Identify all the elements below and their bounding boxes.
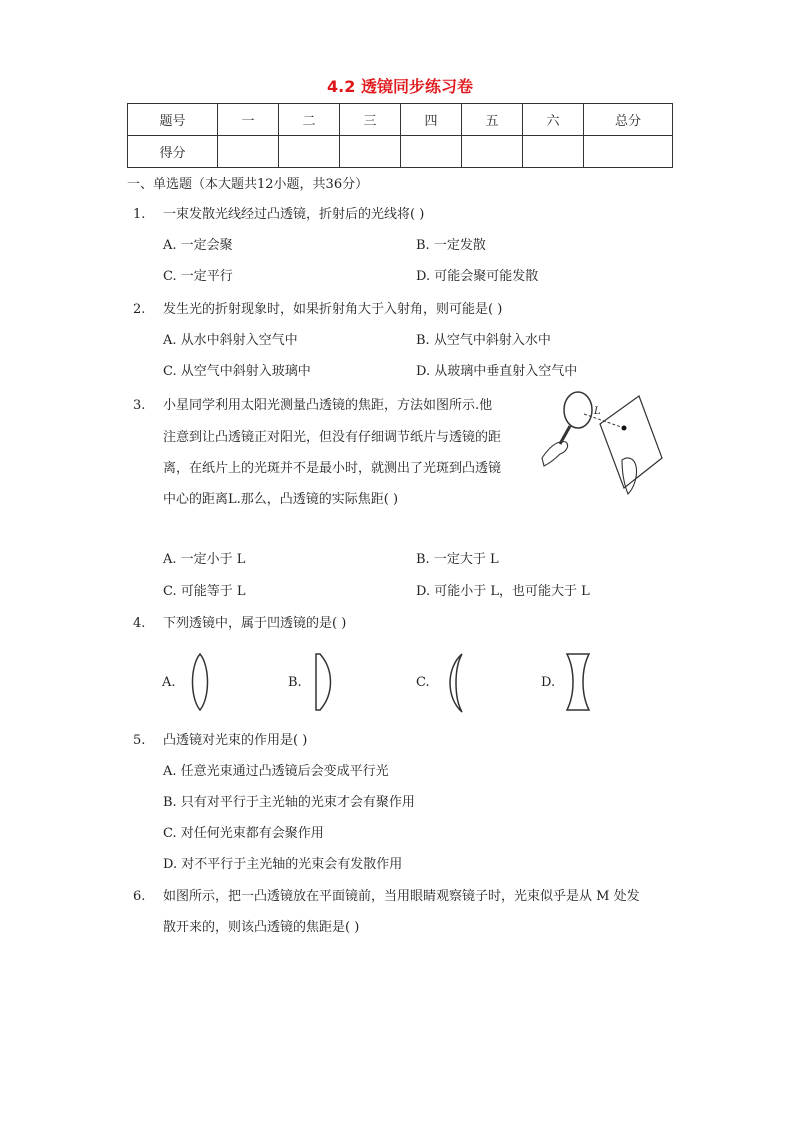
question-number: 1.: [133, 207, 146, 222]
option-a: A. 从水中斜射入空气中: [163, 333, 298, 348]
score-table-header-row: [128, 104, 673, 136]
option-c: C. 可能等于 L: [163, 584, 246, 599]
question-text: 小星同学利用太阳光测量凸透镜的焦距，方法如图所示.他: [163, 398, 493, 413]
score-cell: [523, 136, 584, 168]
question-text: 下列透镜中，属于凹透镜的是( ): [163, 616, 347, 631]
option-b: B. 只有对平行于主光轴的光束才会有聚作用: [163, 795, 415, 810]
option-b: B. 从空气中斜射入水中: [416, 333, 551, 348]
question-text: 一束发散光线经过凸透镜，折射后的光线将( ): [163, 207, 425, 222]
score-cell: [340, 136, 401, 168]
convex-lens-shape: [564, 392, 592, 428]
option-b: B. 一定大于 L: [416, 552, 499, 567]
question-text: 凸透镜对光束的作用是( ): [163, 733, 308, 748]
score-cell: [462, 136, 523, 168]
score-header-cell: 题号: [128, 104, 218, 136]
light-spot: [622, 426, 627, 431]
plano-convex-lens-icon: [312, 652, 336, 712]
score-row-label: 得分: [128, 136, 218, 168]
score-cell: [279, 136, 340, 168]
score-table-score-row: [128, 136, 673, 168]
option-a: A. 一定小于 L: [163, 552, 246, 567]
option-c: C. 一定平行: [163, 269, 233, 284]
option-d: D. 从玻璃中垂直射入空气中: [416, 364, 578, 379]
score-header-cell: 三: [340, 104, 401, 136]
question-number: 6.: [133, 889, 146, 904]
meniscus-lens-icon: [440, 652, 468, 714]
option-d: D. 可能会聚可能发散: [416, 269, 539, 284]
score-header-cell: 四: [401, 104, 462, 136]
question-text: 发生光的折射现象时，如果折射角大于入射角，则可能是( ): [163, 302, 503, 317]
figure-label-L: L: [594, 406, 601, 417]
magnifier-sunlight-figure: [536, 388, 664, 496]
option-d: D. 可能小于 L，也可能大于 L: [416, 584, 590, 599]
question-number: 2.: [133, 302, 146, 317]
question-text: 散开来的，则该凸透镜的焦距是( ): [163, 920, 360, 935]
paper-sheet: [600, 396, 662, 488]
score-header-cell: 六: [523, 104, 584, 136]
option-a: A. 任意光束通过凸透镜后会变成平行光: [163, 764, 389, 779]
score-cell: [218, 136, 279, 168]
lens-option-c-label: C.: [416, 675, 430, 690]
option-c: C. 从空气中斜射入玻璃中: [163, 364, 311, 379]
score-header-cell: 一: [218, 104, 279, 136]
option-d: D. 对不平行于主光轴的光束会有发散作用: [163, 857, 403, 872]
question-text: 中心的距离L.那么，凸透镜的实际焦距( ): [163, 492, 399, 507]
left-hand: [542, 442, 568, 466]
option-a: A. 一定会聚: [163, 238, 233, 253]
option-c: C. 对任何光束都有会聚作用: [163, 826, 324, 841]
question-number: 4.: [133, 616, 146, 631]
score-header-cell: 总分: [584, 104, 673, 136]
biconvex-lens-icon: [186, 652, 214, 712]
lens-option-b-label: B.: [288, 675, 302, 690]
question-number: 3.: [133, 398, 146, 413]
biconcave-lens-icon: [564, 652, 592, 712]
score-header-cell: 二: [279, 104, 340, 136]
question-number: 5.: [133, 733, 146, 748]
question-text: 注意到让凸透镜正对阳光，但没有仔细调节纸片与透镜的距: [163, 430, 502, 445]
section-heading: 一、单选题（本大题共12小题，共36分）: [127, 177, 369, 192]
focal-length-line: [584, 414, 624, 428]
question-text: 离，在纸片上的光斑并不是最小时，就测出了光斑到凸透镜: [163, 461, 502, 476]
question-text: 如图所示，把一凸透镜放在平面镜前，当用眼睛观察镜子时，光束似乎是从 M 处发: [163, 889, 640, 904]
score-table: [127, 103, 673, 168]
score-cell: [401, 136, 462, 168]
lens-option-d-label: D.: [541, 675, 556, 690]
option-b: B. 一定发散: [416, 238, 486, 253]
lens-option-a-label: A.: [162, 675, 176, 690]
score-cell: [584, 136, 673, 168]
score-header-cell: 五: [462, 104, 523, 136]
page-title: 4.2 透镜同步练习卷: [327, 77, 473, 96]
